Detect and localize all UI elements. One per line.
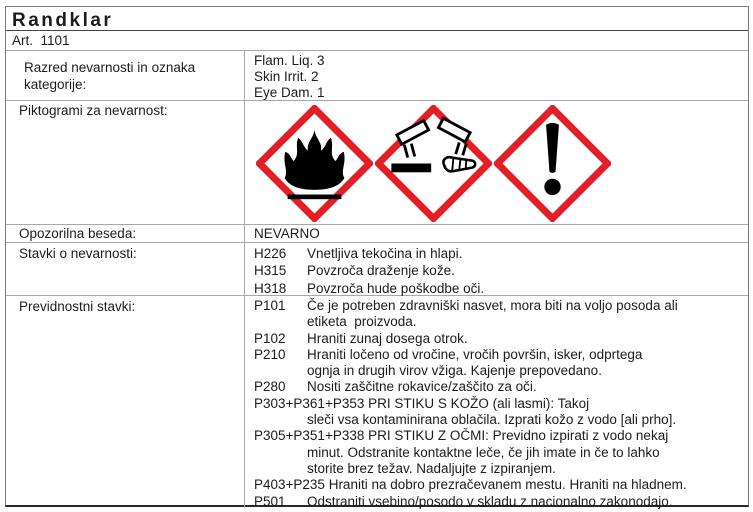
precautionary-statement-text: etiketa proizvoda.	[307, 314, 417, 330]
precautionary-statement-list	[245, 296, 748, 508]
precautionary-statement-line	[254, 379, 744, 395]
signal-word-label-cell	[6, 225, 245, 242]
hazard-class-value: Eye Dam. 1	[254, 84, 325, 100]
precautionary-statement-line	[254, 314, 744, 330]
hazard-statement	[254, 280, 744, 297]
precautionary-statement-text: Nositi zaščitne rokavice/zaščito za oči.	[307, 379, 537, 395]
precautionary-statement-line	[254, 298, 744, 314]
hazard-statements-label: Stavki o nevarnosti:	[19, 246, 137, 261]
precautionary-statement-code: P501	[254, 493, 286, 509]
pictogram-cell	[245, 101, 748, 224]
ghs07-exclamation-icon	[494, 105, 611, 222]
hazard-class-value: Skin Irrit. 2	[254, 68, 319, 84]
precautionary-statement-line	[254, 494, 744, 510]
signal-word-label: Opozorilna beseda:	[19, 226, 137, 241]
precautionary-statements-label-cell	[6, 296, 245, 508]
hazard-statements-label-cell	[6, 243, 245, 295]
precautionary-statement-code	[254, 461, 307, 477]
precautionary-statement-text: Odstraniti vsebino/posodo v skladu z nacionalno zakonodajo.	[307, 493, 673, 509]
article-number: Art. 1101	[12, 33, 70, 48]
article-row	[6, 31, 748, 51]
precautionary-statement-line	[254, 461, 744, 477]
precautionary-statement-code: P280	[254, 379, 286, 395]
hazard-class-values	[245, 51, 748, 100]
precautionary-statement-line	[254, 396, 744, 412]
precautionary-statement-code	[254, 363, 307, 379]
precautionary-statement-text: P305+P351+P338 PRI STIKU Z OČMI: Previdno izpirati z vodo nekaj	[254, 428, 669, 444]
title-row	[6, 7, 748, 31]
signal-word-cell	[245, 225, 748, 242]
precautionary-statement-line	[254, 445, 744, 461]
precautionary-statement-text: ognja in drugih virov vžiga. Kajenje prepovedano.	[307, 363, 602, 379]
hazard-statement	[254, 245, 744, 262]
precautionary-statement-text: Hraniti ločeno od vročine, vročih površin, isker, odprtega	[307, 346, 643, 362]
pictogram-label-cell	[6, 101, 245, 224]
precautionary-statement-text: sleči vsa kontaminirana oblačila. Izprati kožo z vodo [ali prho].	[307, 412, 677, 428]
precautionary-statement-code	[254, 445, 307, 461]
hazard-class-value: Flam. Liq. 3	[254, 53, 325, 68]
precautionary-statement-code	[254, 314, 307, 330]
hazard-class-label-cell	[6, 51, 245, 100]
precautionary-statement-code: P101	[254, 298, 286, 313]
precautionary-statement-line	[254, 363, 744, 379]
precautionary-statements-label: Previdnostni stavki:	[19, 299, 136, 314]
hazard-statement	[254, 262, 744, 279]
hazard-statement-code: H315	[254, 263, 287, 279]
precautionary-statement-line	[254, 347, 744, 363]
precautionary-statement-text: minut. Odstranite kontaktne leče, če jih imate in če to lahko	[307, 444, 660, 460]
hazard-statement-list	[245, 243, 748, 295]
hazard-class-label: Razred nevarnosti in oznaka kategorije:	[24, 60, 196, 92]
hazard-statement-text: Vnetljiva tekočina in hlapi.	[307, 246, 463, 261]
hazard-class-row	[6, 51, 748, 101]
hazard-statement-code: H226	[254, 246, 287, 261]
signal-word-value: NEVARNO	[254, 226, 320, 241]
precautionary-statement-text: storite brez težav. Nadaljujte z izpiranjem.	[307, 460, 556, 476]
signal-word-row	[6, 225, 748, 243]
precautionary-statement-text: Če je potreben zdravniški nasvet, mora biti na voljo posoda ali	[307, 298, 678, 313]
ghs02-flame-icon	[256, 105, 373, 222]
hazard-statement-code: H318	[254, 280, 287, 296]
precautionary-statement-code: P102	[254, 330, 286, 346]
product-title: Randklar	[12, 10, 114, 31]
precautionary-statement-text: Hraniti zunaj dosega otrok.	[307, 330, 468, 346]
precautionary-statement-line	[254, 331, 744, 347]
precautionary-statement-line	[254, 428, 744, 444]
precautionary-statement-line	[254, 477, 744, 493]
ghs05-corrosion-icon	[375, 105, 492, 222]
sds-label-sheet	[5, 6, 749, 507]
hazard-statements-row	[6, 243, 748, 296]
precautionary-statement-line	[254, 412, 744, 428]
hazard-statement-text: Povzroča draženje kože.	[307, 263, 455, 279]
precautionary-statement-text: P303+P361+P353 PRI STIKU S KOŽO (ali lasmi): Takoj	[254, 395, 590, 411]
precautionary-statement-code: P210	[254, 346, 286, 362]
precautionary-statement-text: P403+P235 Hraniti na dobro prezračevanem mestu. Hraniti na hladnem.	[254, 477, 687, 493]
hazard-statement-text: Povzroča hude poškodbe oči.	[307, 280, 485, 296]
pictograms-label: Piktogrami za nevarnost:	[19, 103, 168, 118]
pictogram-row	[6, 101, 748, 225]
precautionary-statements-row	[6, 296, 748, 508]
precautionary-statement-code	[254, 412, 307, 428]
